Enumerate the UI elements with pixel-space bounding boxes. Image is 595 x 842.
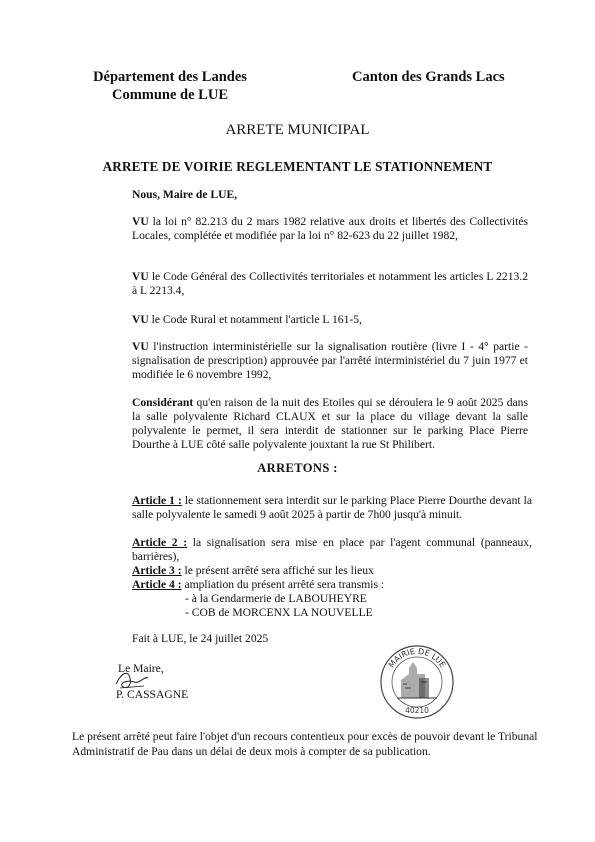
seal-bottom-text: 40210 (405, 706, 429, 715)
consideration-lead: VU (132, 340, 149, 353)
article-2 (132, 536, 532, 564)
consideration-lead: VU (132, 215, 149, 228)
article-3 (132, 564, 532, 578)
seal-emblem (397, 662, 437, 698)
consideration-lead: VU (132, 270, 149, 283)
consideration-lead: VU (132, 313, 149, 326)
signatory-name: P. CASSAGNE (116, 688, 189, 701)
document-subtitle: ARRETE DE VOIRIE REGLEMENTANT LE STATIONNEMENT (102, 159, 493, 174)
canton-name: Canton des Grands Lacs (352, 69, 505, 85)
article-label: Article 2 : (132, 536, 188, 549)
consideration-text: la loi n° 82.213 du 2 mars 1982 relative aux droits et libertés des Collectivités Locales, complétée et modifiée par la loi n° 82-623 du 22 juillet 1982, (132, 215, 528, 242)
article-text: la signalisation sera mise en place par l'agent communal (panneaux, barrières), (132, 536, 532, 563)
article-text: le présent arrêté sera affiché sur les lieux (181, 564, 374, 577)
recipient-2: - COB de MORCENX LA NOUVELLE (185, 606, 373, 619)
consideration-5 (132, 396, 528, 452)
intro-line: Nous, Maire de LUE, (132, 188, 238, 201)
document-title: ARRETE MUNICIPAL (225, 122, 370, 138)
recipient-1: - à la Gendarmerie de LABOUHEYRE (185, 592, 367, 605)
consideration-lead: Considérant (132, 396, 194, 409)
article-label: Article 4 : (132, 578, 182, 591)
header-left (85, 68, 255, 104)
consideration-4 (132, 340, 528, 382)
consideration-text: le Code Rural et notamment l'article L 161-5, (148, 313, 362, 326)
consideration-text: qu'en raison de la nuit des Etoiles qui se déroulera le 9 août 2025 dans la salle polyvalente Richard CLAUX et sur la place du village devant la salle polyvalente le permet, il sera interdit de stationner sur le parking Place Pierre Dourthe à LUE côté salle polyvalente jouxtant la rue St Philibert. (132, 396, 528, 451)
consideration-1 (132, 215, 528, 243)
decision-title: ARRETONS : (257, 461, 338, 475)
article-1 (132, 494, 532, 522)
consideration-3 (132, 313, 528, 327)
commune-name: Commune de LUE (111, 87, 228, 103)
article-text: le stationnement sera interdit sur le parking Place Pierre Dourthe devant la salle polyvalente le samedi 9 août 2025 à partir de 7h00 jusqu'à minuit. (132, 494, 532, 521)
consideration-text: le Code Général des Collectivités territoriales et notamment les articles L 2213.2 à L 2213.4, (132, 270, 528, 297)
article-text: ampliation du présent arrêté sera transmis : (181, 578, 385, 591)
article-4 (132, 578, 532, 592)
consideration-text: l'instruction interministérielle sur la signalisation routière (livre I - 4° partie - signalisation de prescription) approuvée par l'arrêté interministériel du 7 juin 1977 et modifiée le 6 novembre 1992, (132, 340, 528, 381)
article-label: Article 3 : (132, 564, 182, 577)
signatory-role: Le Maire, (118, 662, 164, 675)
department-name: Département des Landes (93, 69, 247, 85)
municipal-seal (377, 640, 457, 726)
article-label: Article 1 : (132, 494, 182, 507)
legal-notice: Le présent arrêté peut faire l'objet d'un recours contentieux pour excès de pouvoir devant le Tribunal Administratif de Pau dans un délai de deux mois à compter de sa publication. (72, 730, 538, 758)
place-date: Fait à LUE, le 24 juillet 2025 (132, 632, 269, 645)
consideration-2 (132, 270, 528, 298)
seal-top-text: MAIRIE DE LUE (386, 646, 448, 670)
